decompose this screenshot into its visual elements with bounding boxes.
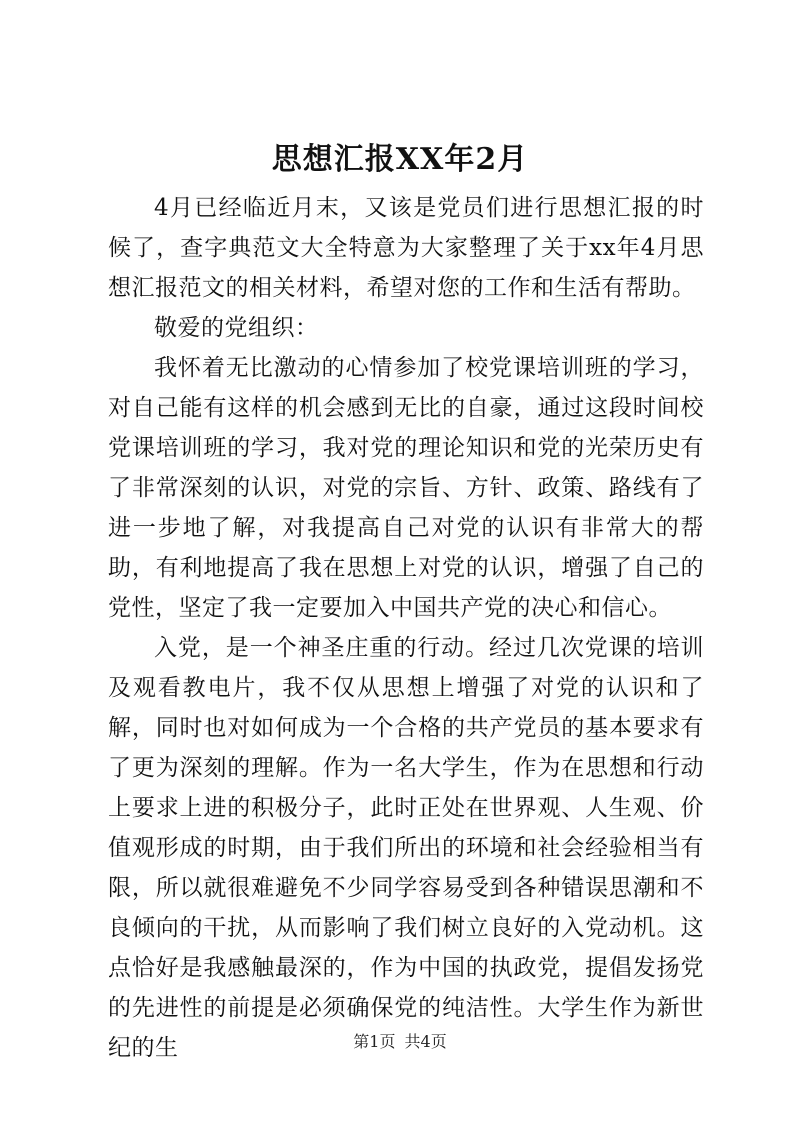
paragraph-salutation: 敬爱的党组织： (154, 315, 319, 341)
page-footer (0, 1030, 800, 1054)
document-title: 思想汇报XX年2月 (271, 142, 529, 177)
paragraph-body-1: 我怀着无比激动的心情参加了校党课培训班的学习，对自己能有这样的机会感到无比的自豪，通过这段时间校党课培训班的学习，我对党的理论知识和党的光荣历史有了非常深刻的认识，对党的宗旨、方针、政策、路线有了进一步地了解，对我提高自己对党的认识有非常大的帮助，有利地提高了我在思想上对党的认识，增强了自己的党性，坚定了我一定要加入中国共产党的决心和信心。 (108, 355, 704, 621)
page-number: 第1页 (353, 1032, 396, 1051)
paragraph-body-2: 入党，是一个神圣庄重的行动。经过几次党课的培训及观看教电片，我不仅从思想上增强了对党的认识和了解，同时也对如何成为一个合格的共产党员的基本要求有了更为深刻的理解。作为一名大学生，作为在思想和行动上要求上进的积极分子，此时正处在世界观、人生观、价值观形成的时期，由于我们所出的环境和社会经验相当有限，所以就很难避免不少同学容易受到各种错误思潮和不良倾向的干扰，从而影响了我们树立良好的入党动机。这点恰好是我感触最深的，作为中国的执政党，提倡发扬党的先进性的前提是必须确保党的纯洁性。大学生作为新世纪的生 (108, 635, 704, 1061)
paragraph-intro: 4月已经临近月末，又该是党员们进行思想汇报的时候了，查字典范文大全特意为大家整理了关于xx年4月思想汇报范文的相关材料，希望对您的工作和生活有帮助。 (108, 195, 704, 301)
document-body (108, 188, 704, 1068)
page-total: 共4页 (404, 1032, 447, 1051)
